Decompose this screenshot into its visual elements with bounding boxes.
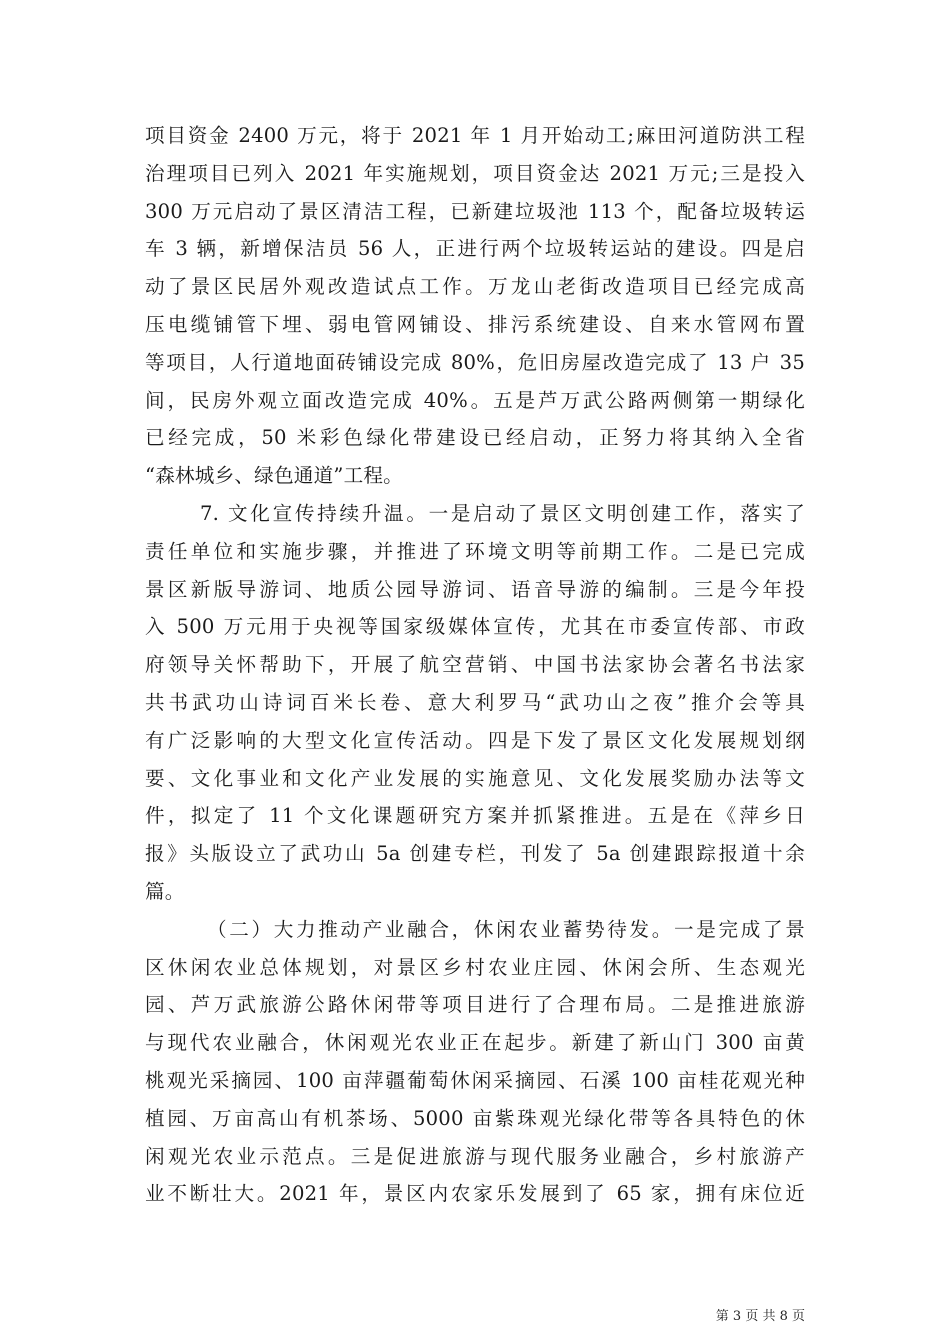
text-line: 压电缆铺管下埋、弱电管网铺设、排污系统建设、自来水管网布置 <box>145 312 805 336</box>
text-line: 与现代农业融合，休闲观光农业正在起步。新建了新山门 300 亩黄 <box>145 1031 805 1055</box>
page-number: 第 3 页 共 8 页 <box>715 1309 805 1324</box>
text-line: 已经完成，50 米彩色绿化带建设已经启动，正努力将其纳入全省 <box>145 426 805 450</box>
text-line: 府领导关怀帮助下，开展了航空营销、中国书法家协会著名书法家 <box>145 653 805 677</box>
text-line: 车 3 辆，新增保洁员 56 人，正进行两个垃圾转运站的建设。四是启 <box>145 237 805 261</box>
paragraph-start-line: （二）大力推动产业融合，休闲农业蓄势待发。一是完成了景 <box>207 917 805 941</box>
text-line: “森林城乡、绿色通道”工程。 <box>145 464 403 488</box>
text-line: 项目资金 2400 万元，将于 2021 年 1 月开始动工;麻田河道防洪工程 <box>145 124 805 147</box>
text-line: 有广泛影响的大型文化宣传活动。四是下发了景区文化发展规划纲 <box>145 728 805 752</box>
text-line: 景区新版导游词、地质公园导游词、语音导游的编制。三是今年投 <box>145 577 805 601</box>
text-line: 治理项目已列入 2021 年实施规划，项目资金达 2021 万元;三是投入 <box>145 161 805 185</box>
text-line: 篇。 <box>145 879 185 903</box>
text-line: 植园、万亩高山有机茶场、5000 亩紫珠观光绿化带等各具特色的休 <box>145 1106 805 1130</box>
text-line: 动了景区民居外观改造试点工作。万龙山老街改造项目已经完成高 <box>145 275 805 299</box>
paragraph-start-line: 7. 文化宣传持续升温。一是启动了景区文明创建工作，落实了 <box>200 501 805 525</box>
text-line: 件，拟定了 11 个文化课题研究方案并抓紧推进。五是在《萍乡日 <box>145 804 805 828</box>
text-line: 等项目，人行道地面砖铺设完成 80%，危旧房屋改造完成了 13 户 35 <box>145 350 805 374</box>
text-line: 业不断壮大。2021 年，景区内农家乐发展到了 65 家，拥有床位近 <box>145 1182 805 1206</box>
text-line: 桃观光采摘园、100 亩萍疆葡萄休闲采摘园、石溪 100 亩桂花观光种 <box>145 1068 805 1092</box>
body-text <box>145 117 805 1213</box>
text-line: 园、芦万武旅游公路休闲带等项目进行了合理布局。二是推进旅游 <box>145 993 805 1017</box>
text-line: 共书武功山诗词百米长卷、意大利罗马“武功山之夜”推介会等具 <box>145 690 805 714</box>
text-line: 300 万元启动了景区清洁工程，已新建垃圾池 113 个，配备垃圾转运 <box>145 199 805 223</box>
text-line: 闲观光农业示范点。三是促进旅游与现代服务业融合，乡村旅游产 <box>145 1144 805 1168</box>
text-line: 入 500 万元用于央视等国家级媒体宣传，尤其在市委宣传部、市政 <box>145 615 805 639</box>
text-line: 间，民房外观立面改造完成 40%。五是芦万武公路两侧第一期绿化 <box>145 388 805 412</box>
text-line: 要、文化事业和文化产业发展的实施意见、文化发展奖励办法等文 <box>145 766 805 790</box>
text-line: 区休闲农业总体规划，对景区乡村农业庄园、休闲会所、生态观光 <box>145 955 805 979</box>
text-line: 报》头版设立了武功山 5a 创建专栏，刊发了 5a 创建跟踪报道十余 <box>145 842 805 866</box>
text-line: 责任单位和实施步骤，并推进了环境文明等前期工作。二是已完成 <box>145 539 805 563</box>
